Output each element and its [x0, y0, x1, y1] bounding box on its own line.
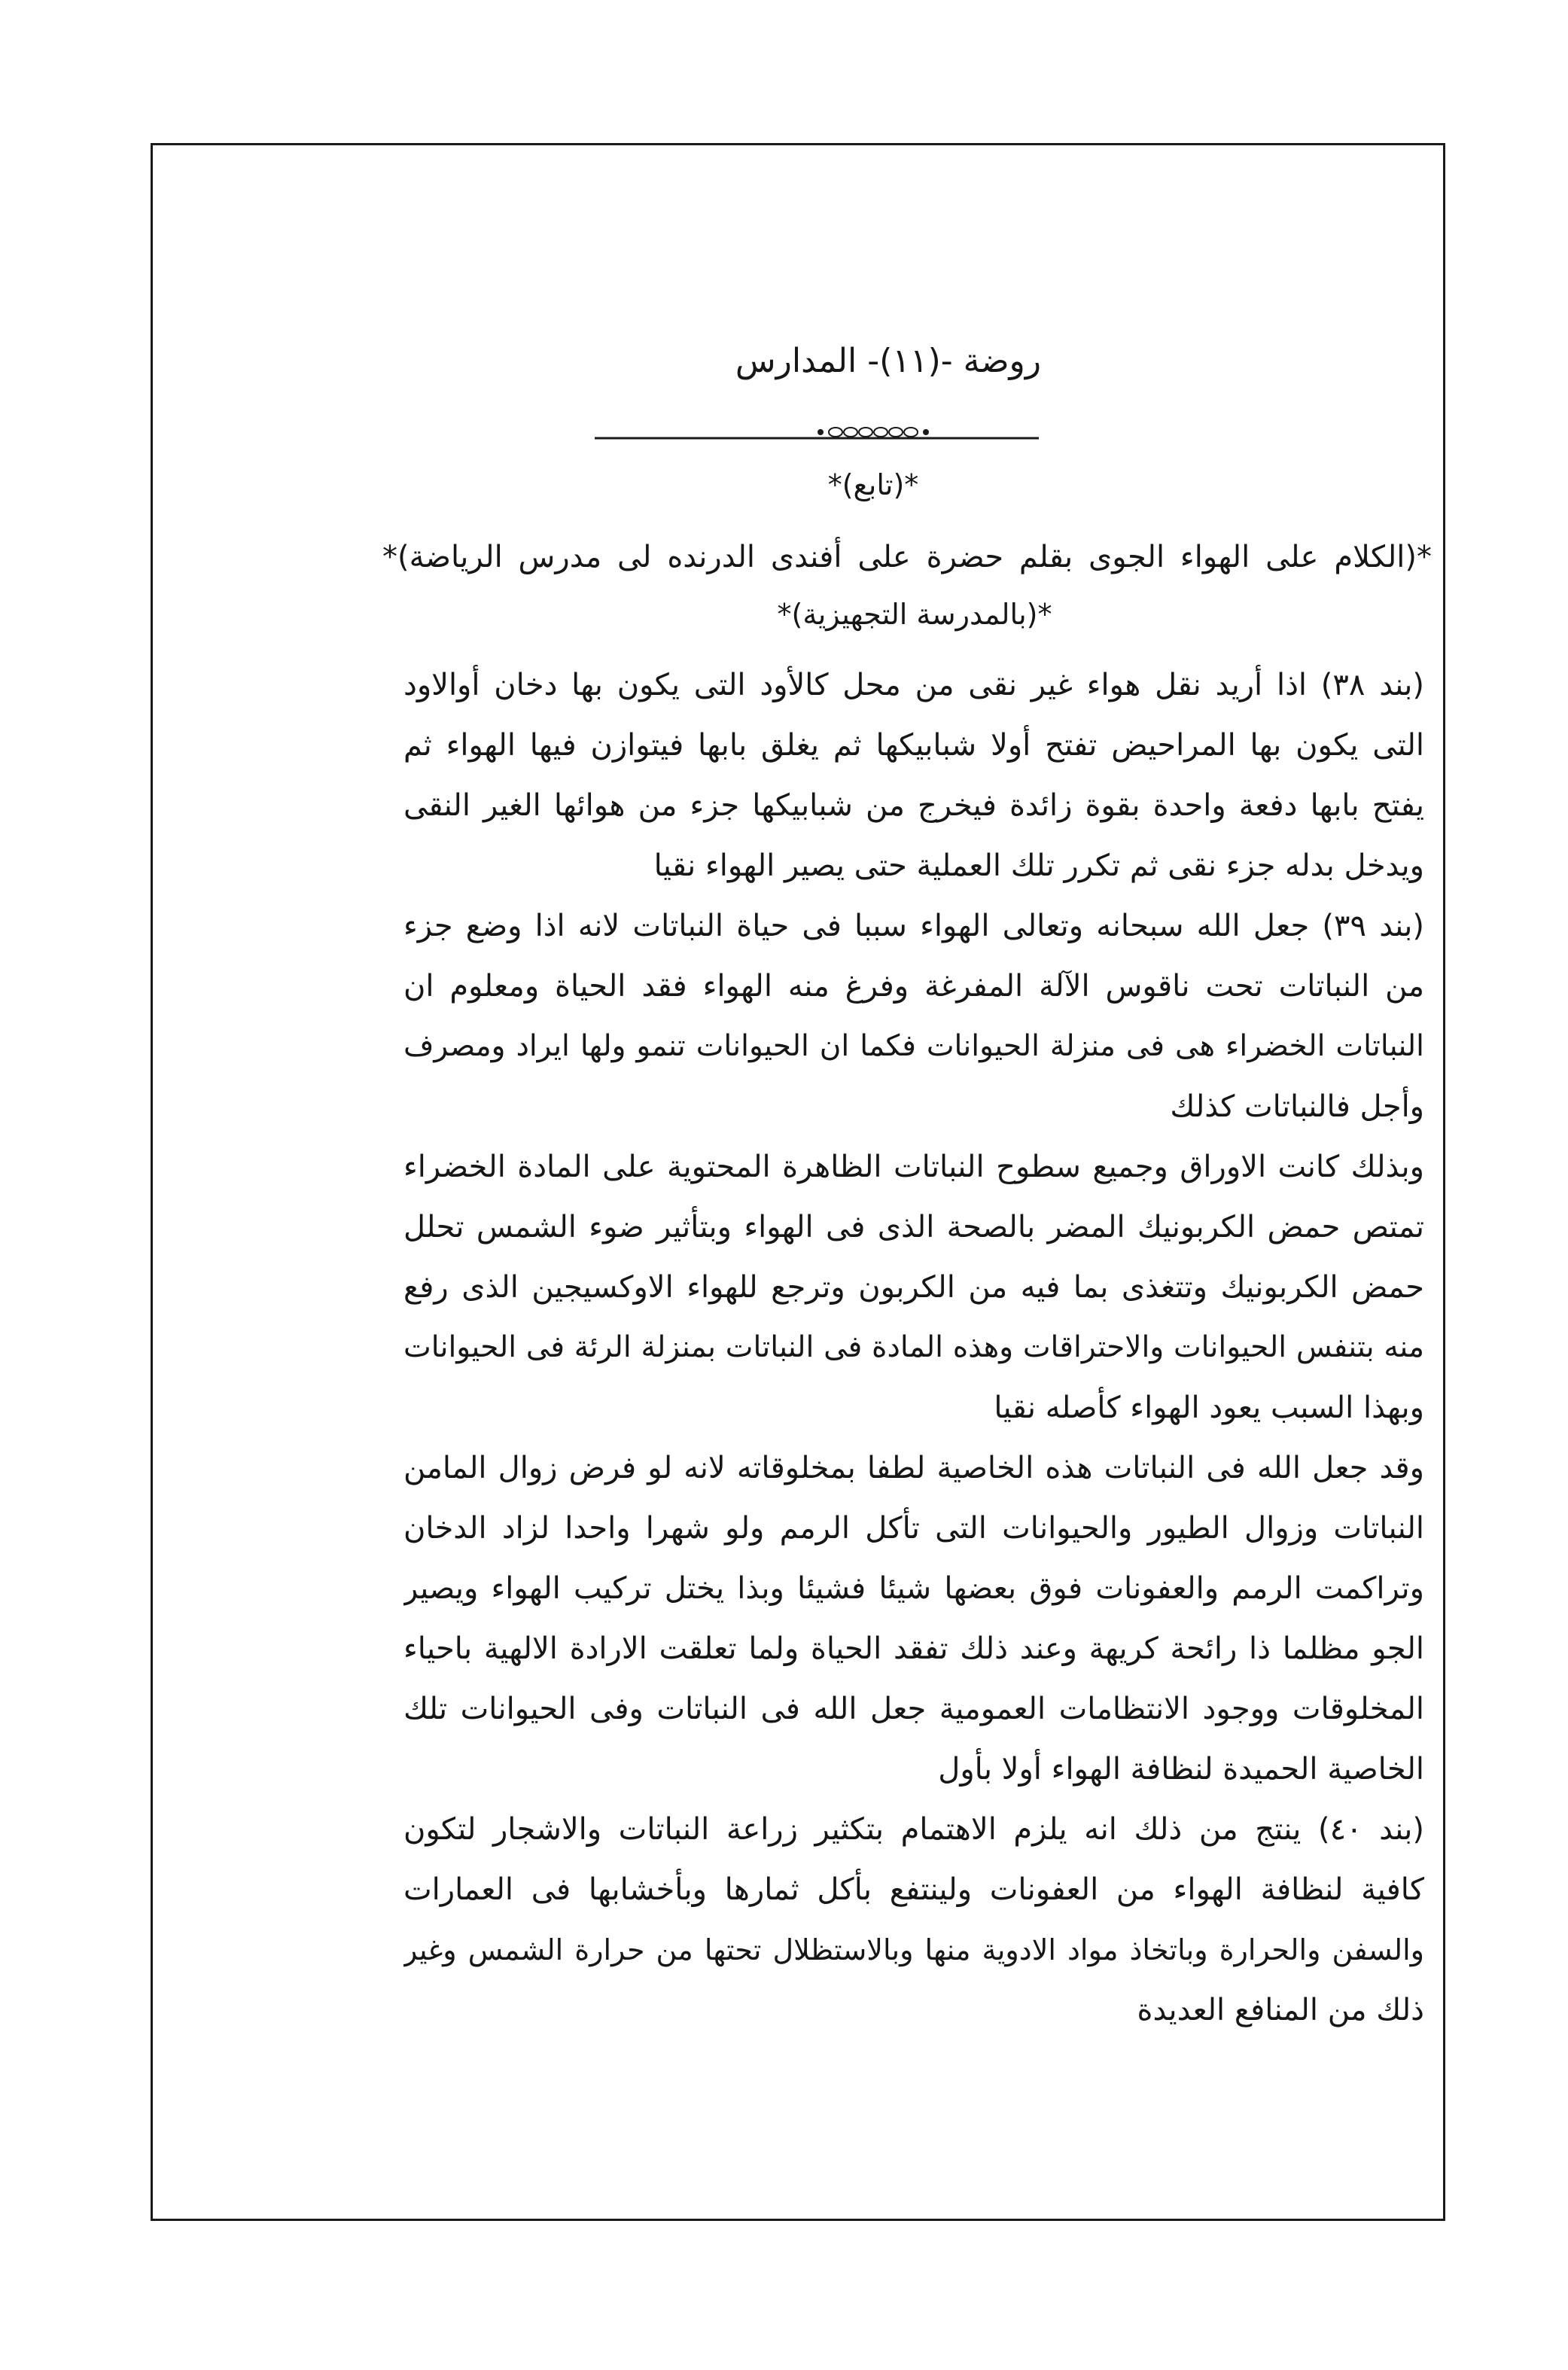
- text-line: (بند ٣٩) جعل الله سبحانه وتعالى الهواء سببا فى حياة النباتات لانه اذا وضع جزء: [403, 909, 1424, 943]
- paragraph-clause-39: [403, 896, 1424, 1137]
- continued-label: *(تابع)*: [827, 468, 919, 501]
- text-line: (بند ٤٠) ينتج من ذلك انه يلزم الاهتمام بتكثير زراعة النباتات والاشجار لتكون: [403, 1812, 1424, 1847]
- rule-ornament: [818, 428, 928, 437]
- paragraph: [403, 1137, 1424, 1438]
- text-line: منه بتنفس الحيوانات والاحتراقات وهذه المادة فى النباتات بمنزلة الرئة فى الحيوانات: [403, 1330, 1424, 1364]
- text-line: وقد جعل الله فى النباتات هذه الخاصية لطفا بمخلوقاته لانه لو فرض زوال المامن: [403, 1451, 1424, 1485]
- text-line: كافية لنظافة الهواء من العفونات ولينتفع بأكل ثمارها وبأخشابها فى العمارات: [403, 1872, 1424, 1907]
- text-line: وبهذا السبب يعود الهواء كأصله نقيا: [994, 1391, 1424, 1425]
- text-line: وبذلك كانت الاوراق وجميع سطوح النباتات الظاهرة المحتوية على المادة الخضراء: [403, 1150, 1424, 1184]
- text-line: وتراكمت الرمم والعفونات فوق بعضها شيئا فشيئا وبذا يختل تركيب الهواء ويصير: [403, 1571, 1424, 1606]
- article-title: *(الكلام على الهواء الجوى بقلم حضرة على أفندى الدرنده لى مدرس الرياضة)*: [382, 540, 1432, 574]
- text-line: حمض الكربونيك وتتغذى بما فيه من الكربون وترجع للهواء الاوكسيجين الذى رفع: [403, 1270, 1424, 1305]
- text-line: ذلك من المنافع العديدة: [1137, 1993, 1424, 2027]
- text-line: ويدخل بدله جزء نقى ثم تكرر تلك العملية حتى يصير الهواء نقيا: [653, 848, 1424, 883]
- text-line: وأجل فالنباتات كذلك: [1170, 1089, 1424, 1124]
- text-line: النباتات وزوال الطيور والحيوانات التى تأكل الرمم ولو شهرا واحدا لزاد الدخان: [403, 1511, 1424, 1546]
- paragraph: [403, 1438, 1424, 1799]
- text-line: والسفن والحرارة وباتخاذ مواد الادوية منها وبالاستظلال تحتها من حرارة الشمس وغير: [403, 1933, 1424, 1966]
- text-line: الجو مظلما ذا رائحة كريهة وعند ذلك تفقد الحياة ولما تعلقت الارادة الالهية باحياء: [403, 1631, 1424, 1666]
- text-line: من النباتات تحت ناقوس الآلة المفرغة وفرغ منه الهواء فقد الحياة ومعلوم ان: [403, 969, 1424, 1004]
- paragraph-clause-38: [403, 655, 1424, 896]
- text-line: الخاصية الحميدة لنظافة الهواء أولا بأول: [938, 1752, 1424, 1787]
- text-line: النباتات الخضراء هى فى منزلة الحيوانات فكما ان الحيوانات تنمو ولها ايراد ومصرف: [403, 1029, 1424, 1063]
- article-subtitle: *(بالمدرسة التجهيزية)*: [777, 598, 1052, 631]
- text-line: المخلوقات ووجود الانتظامات العمومية جعل الله فى النباتات وفى الحيوانات تلك: [403, 1692, 1424, 1726]
- ornamental-rule: [595, 419, 1039, 449]
- text-line: تمتص حمض الكربونيك المضر بالصحة الذى فى الهواء وبتأثير ضوء الشمس تحلل: [403, 1210, 1424, 1244]
- running-head: روضة -(١١)- المدارس: [735, 342, 1042, 380]
- article-body: [403, 655, 1424, 2040]
- text-line: التى يكون بها المراحيض تفتح أولا شبابيكها ثم يغلق بابها فيتوازن فيها الهواء ثم: [403, 728, 1424, 763]
- paragraph-clause-40: [403, 1799, 1424, 2040]
- text-line: يفتح بابها دفعة واحدة بقوة زائدة فيخرج من شبابيكها جزء من هوائها الغير النقى: [403, 788, 1424, 823]
- text-line: (بند ٣٨) اذا أريد نقل هواء غير نقى من محل كالأود التى يكون بها دخان أوالاود: [403, 668, 1424, 702]
